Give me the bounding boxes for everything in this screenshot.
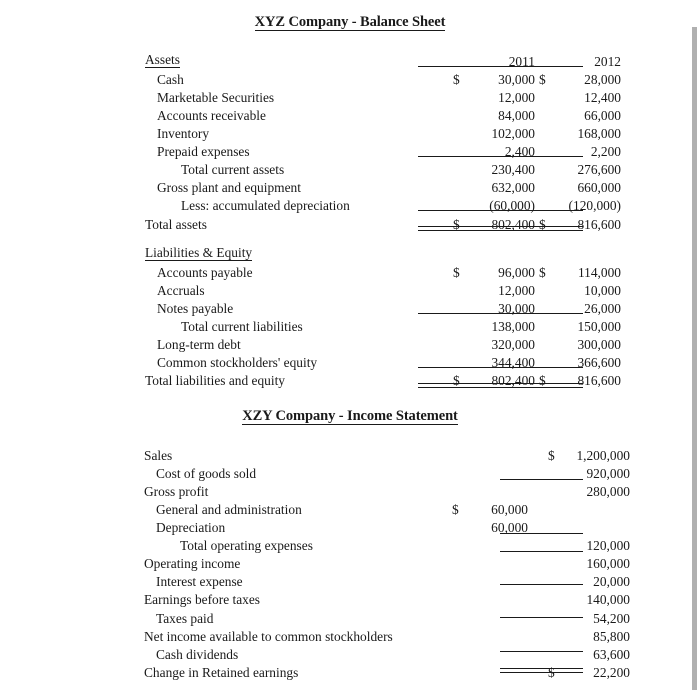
row-currency-1 [452, 571, 466, 589]
row-value-2011: 96,000 [498, 264, 535, 280]
row-currency-1 [452, 625, 466, 643]
table-row [144, 516, 631, 534]
row-currency-2 [539, 159, 553, 177]
row-currency-1 [452, 553, 466, 571]
row-label: Operating income [144, 556, 241, 572]
row-value-2011: 12,000 [498, 282, 535, 298]
row-value-total [564, 516, 631, 534]
row-currency-2: $ [539, 373, 546, 389]
row-currency-1: $ [453, 216, 460, 232]
row-value-2011: 632,000 [491, 180, 535, 196]
row-currency-1 [453, 86, 467, 104]
row-value-2011: 2,400 [504, 144, 535, 160]
row-label: Total operating expenses [180, 538, 313, 554]
row-currency-1 [453, 333, 467, 351]
income-statement-title-text: XZY Company - Income Statement [242, 408, 458, 424]
row-currency-2 [548, 462, 564, 480]
row-value-2011: 344,400 [491, 355, 535, 371]
row-currency-2 [539, 104, 553, 122]
row-value-detail [466, 625, 548, 643]
table-row [145, 261, 622, 279]
row-currency-2 [539, 279, 553, 297]
row-value-2012: 2,200 [590, 144, 621, 160]
table-row [144, 625, 631, 643]
row-currency-1 [452, 607, 466, 625]
income-statement-title [0, 408, 700, 425]
row-value-total: 280,000 [586, 483, 630, 499]
row-label: Common stockholders' equity [157, 355, 318, 371]
row-value-2011: 802,400 [491, 216, 535, 232]
rule-above-total-assets [418, 210, 583, 211]
row-value-detail [466, 553, 548, 571]
row-label: Total assets [145, 216, 207, 232]
row-currency-2: $ [539, 264, 546, 280]
row-value-2012: 168,000 [577, 126, 621, 142]
row-value-total: 22,200 [593, 664, 630, 680]
spacer [467, 243, 539, 261]
row-currency-2 [548, 498, 564, 516]
row-value-2012: 816,600 [577, 216, 621, 232]
double-rule-under-total-liabilities-equity [418, 383, 583, 388]
liabilities-equity-label-text: Liabilities & Equity [145, 245, 253, 261]
row-label: Earnings before taxes [144, 592, 261, 608]
row-value-2012: 276,600 [577, 162, 621, 178]
rule-under-year-headers [418, 66, 583, 67]
row-currency-2 [548, 607, 564, 625]
row-value-2012: 300,000 [577, 337, 621, 353]
row-currency-2: $ [539, 71, 546, 87]
balance-sheet-title [0, 14, 700, 31]
table-row [145, 333, 622, 351]
row-currency-2 [548, 534, 564, 552]
table-row [145, 86, 622, 104]
table-row [144, 498, 631, 516]
spacer [539, 243, 553, 261]
assets-label-text: Assets [145, 52, 180, 68]
table-row [144, 480, 631, 498]
row-value-detail [466, 480, 548, 498]
row-currency-2 [548, 571, 564, 589]
row-value-2011: 802,400 [491, 373, 535, 389]
rule-above-change-retained-earnings [500, 651, 583, 652]
row-value-total: 1,200,000 [576, 447, 630, 463]
table-row [144, 553, 631, 571]
row-label: Cash dividends [156, 646, 239, 662]
row-currency-2 [539, 86, 553, 104]
row-value-total: 63,600 [593, 646, 630, 662]
row-value-2012: 114,000 [577, 264, 621, 280]
row-value-2011: 230,400 [491, 162, 535, 178]
row-value-total: 120,000 [586, 538, 630, 554]
row-value-total: 140,000 [586, 592, 630, 608]
liabilities-equity-header-row [145, 243, 622, 261]
row-currency-1 [453, 122, 467, 140]
row-label: Accounts receivable [157, 107, 266, 123]
row-value-2011: 30,000 [498, 300, 535, 316]
rule-above-total-current-liabilities [418, 313, 583, 314]
row-value-detail [466, 534, 548, 552]
row-currency-1 [453, 159, 467, 177]
row-currency-2 [539, 122, 553, 140]
row-label: Inventory [157, 126, 210, 142]
balance-sheet-title-text: XYZ Company - Balance Sheet [254, 14, 446, 30]
row-value-detail: 60,000 [491, 520, 528, 536]
table-row [144, 534, 631, 552]
row-value-2011: 30,000 [498, 71, 535, 87]
row-label: Net income available to common stockholders [144, 628, 393, 644]
table-row [145, 315, 622, 333]
row-value-total [564, 498, 631, 516]
row-value-2012: 66,000 [584, 107, 621, 123]
row-label: Gross profit [144, 483, 209, 499]
rule-above-earnings-before-taxes [500, 584, 583, 585]
liabilities-equity-label [145, 243, 453, 261]
row-label: Interest expense [156, 574, 243, 590]
row-label: Marketable Securities [157, 89, 275, 105]
row-currency-1 [453, 279, 467, 297]
row-label: Cost of goods sold [156, 465, 257, 481]
row-value-2012: 26,000 [584, 300, 621, 316]
row-value-total: 54,200 [593, 610, 630, 626]
row-value-2011: 102,000 [491, 126, 535, 142]
row-label: Less: accumulated depreciation [181, 198, 350, 214]
table-row [144, 589, 631, 607]
table-row [145, 279, 622, 297]
row-value-detail [466, 589, 548, 607]
row-value-2012: (120,000) [568, 198, 621, 214]
table-row [145, 104, 622, 122]
row-label: General and administration [156, 501, 302, 517]
rule-above-operating-income [500, 551, 583, 552]
row-currency-1 [452, 589, 466, 607]
row-label: Long-term debt [157, 337, 241, 353]
row-currency-2 [548, 480, 564, 498]
table-row [145, 68, 622, 86]
rule-above-net-income [500, 617, 583, 618]
row-currency-1 [452, 661, 466, 679]
row-label: Taxes paid [156, 610, 214, 626]
row-currency-1: $ [452, 501, 459, 517]
row-currency-2 [548, 643, 564, 661]
row-label: Accruals [157, 282, 205, 298]
row-currency-1 [453, 104, 467, 122]
row-label: Prepaid expenses [157, 144, 250, 160]
row-currency-1 [452, 516, 466, 534]
row-currency-1 [452, 444, 466, 462]
rule-above-total-current-assets [418, 156, 583, 157]
row-value-2011: 320,000 [491, 337, 535, 353]
balance-sheet-assets-table [145, 50, 622, 231]
row-label: Total current assets [181, 162, 285, 178]
row-value-total: 160,000 [586, 556, 630, 572]
year-header-2: 2012 [594, 53, 621, 69]
double-rule-under-change-retained-earnings [500, 668, 583, 673]
row-currency-1: $ [453, 264, 460, 280]
row-value-total: 920,000 [586, 465, 630, 481]
row-currency-1: $ [453, 71, 460, 87]
row-currency-1: $ [453, 373, 460, 389]
row-value-total: 85,800 [593, 628, 630, 644]
table-row [144, 444, 631, 462]
row-value-detail [466, 643, 548, 661]
row-currency-2 [548, 589, 564, 607]
row-value-detail [466, 571, 548, 589]
row-currency-1 [452, 480, 466, 498]
table-row [145, 159, 622, 177]
row-currency-1 [453, 177, 467, 195]
row-label: Total liabilities and equity [145, 373, 286, 389]
row-label: Cash [157, 71, 184, 87]
row-value-2012: 366,600 [577, 355, 621, 371]
rule-above-gross-profit [500, 479, 583, 480]
table-row [144, 643, 631, 661]
table-row [144, 571, 631, 589]
table-row [145, 177, 622, 195]
spacer [453, 243, 467, 261]
row-label: Total current liabilities [181, 319, 303, 335]
row-value-detail [466, 444, 548, 462]
vertical-scrollbar-track[interactable] [693, 0, 700, 690]
row-value-detail: 60,000 [491, 501, 528, 517]
row-value-detail [466, 607, 548, 625]
spacer [553, 243, 622, 261]
row-currency-1 [452, 643, 466, 661]
row-value-2012: 28,000 [584, 71, 621, 87]
row-currency-1 [453, 315, 467, 333]
row-currency-2 [539, 177, 553, 195]
row-currency-2: $ [548, 447, 555, 463]
row-value-2012: 150,000 [577, 319, 621, 335]
row-currency-2 [548, 516, 564, 534]
row-currency-2 [548, 553, 564, 571]
row-currency-2 [548, 625, 564, 643]
row-value-2012: 12,400 [584, 89, 621, 105]
table-row [144, 607, 631, 625]
row-label: Notes payable [157, 300, 234, 316]
row-value-2011: (60,000) [489, 198, 535, 214]
table-row [145, 122, 622, 140]
assets-label [145, 50, 453, 68]
row-currency-2: $ [539, 216, 546, 232]
row-value-2011: 84,000 [498, 107, 535, 123]
row-label: Sales [144, 447, 173, 463]
row-value-2011: 12,000 [498, 89, 535, 105]
row-value-2012: 10,000 [584, 282, 621, 298]
double-rule-under-total-assets [418, 226, 583, 231]
row-value-detail [466, 462, 548, 480]
row-value-2011: 138,000 [491, 319, 535, 335]
vertical-scrollbar-thumb[interactable] [692, 27, 697, 690]
row-value-2012: 816,600 [577, 373, 621, 389]
row-currency-2 [539, 333, 553, 351]
row-value-2012: 660,000 [577, 180, 621, 196]
row-currency-2: $ [548, 664, 555, 680]
row-label: Accounts payable [157, 264, 253, 280]
row-value-total: 20,000 [593, 574, 630, 590]
row-label: Depreciation [156, 520, 226, 536]
row-currency-1 [452, 462, 466, 480]
year-header-1: 2011 [508, 53, 535, 69]
row-label: Change in Retained earnings [144, 664, 299, 680]
row-currency-2 [539, 315, 553, 333]
row-currency-1 [452, 534, 466, 552]
rule-above-total-operating-expenses [500, 533, 583, 534]
rule-above-total-liabilities-equity [418, 367, 583, 368]
row-label: Gross plant and equipment [157, 180, 301, 196]
table-row [144, 462, 631, 480]
